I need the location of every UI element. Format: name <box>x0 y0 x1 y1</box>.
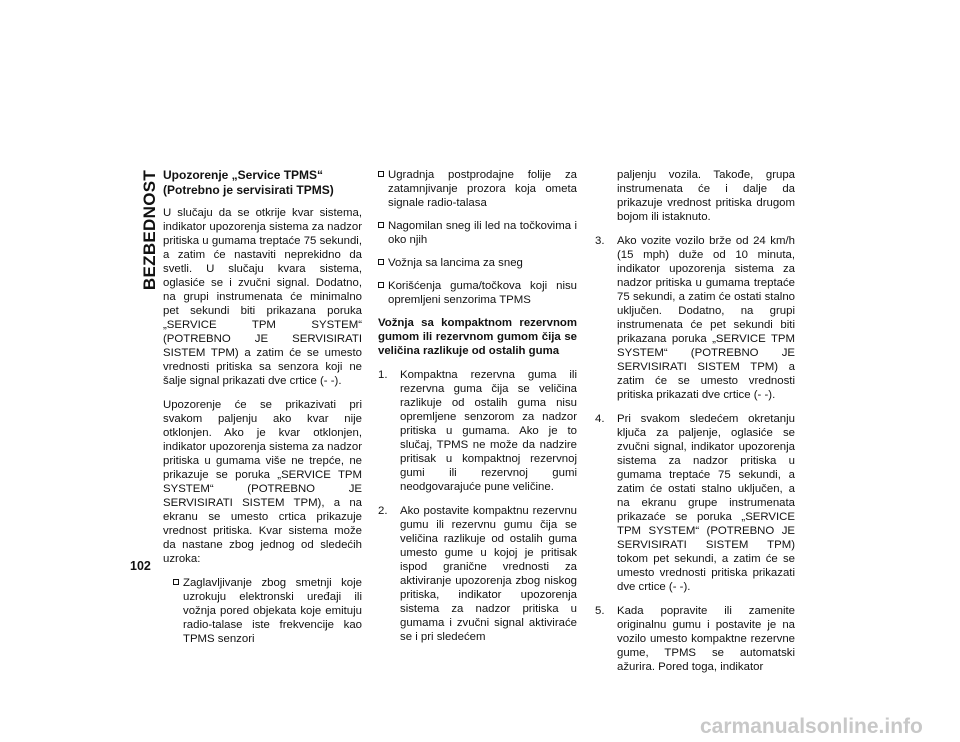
list-item <box>378 168 577 210</box>
numbered-item <box>378 368 577 494</box>
column-2 <box>378 168 577 654</box>
numbered-item <box>378 504 577 644</box>
list-item <box>378 279 577 307</box>
list-item <box>378 219 577 247</box>
watermark: carmanualsonline.info <box>700 715 923 738</box>
section-title: BEZBEDNOST <box>140 169 159 291</box>
list-item-text: Zaglavljivanje zbog smetnji koje uzrokuju elektronski uređaji ili vožnja pored objekata koje emituju radio-talase iste frekvencije kao TPMS senzori <box>183 577 362 645</box>
column-3 <box>595 168 795 684</box>
checkbox-bullet-icon <box>378 171 384 177</box>
list-item-text: Korišćenja guma/točkova koji nisu opremljeni senzorima TPMS <box>388 280 577 306</box>
list-item-text: Ugradnja postprodajne folije za zatamnjivanje prozora koja ometa signale radio-talasa <box>388 169 577 209</box>
item-text: Ako vozite vozilo brže od 24 km/h (15 mph) duže od 10 minuta, indikator upozorenja sistema za nadzor pritiska u gumama treptaće 75 sekundi, a zatim će ostati stalno uključen. Dodatno, na grupi instrumenata će pet sekundi biti prikazana poruka „SERVICE TPM SYSTEM“ (POTREBNO JE SERVISIRATI SISTEM TPM) a zatim će se umesto vrednosti pritiska prikazati dve crtice (- -). <box>617 235 795 401</box>
column-1 <box>163 168 362 655</box>
item-number: 4. <box>595 413 605 425</box>
item-text: Pri svakom sledećem okretanju ključa za paljenje, oglasiće se zvučni signal, indikator upozorenja sistema za nadzor pritiska u gumama treptaće 75 sekundi, a zatim će ostati stalno uključen, a na ekranu grupe instrumenata prikazaće se poruka „SERVICE TPM SYSTEM“ (POTREBNO JE SERVISIRATI SISTEM TPM) tokom pet sekundi, a zatim će se umesto vrednosti pritiska prikazati dve crtice (- -). <box>617 413 795 593</box>
list-item <box>378 256 577 270</box>
numbered-item <box>595 412 795 594</box>
continued-text: paljenju vozila. Takođe, grupa instrumenata će i dalje da prikazuje vrednost pritiska drugom bojom ili istaknuto. <box>617 169 795 223</box>
checkbox-bullet-icon <box>173 579 179 585</box>
checkbox-bullet-icon <box>378 282 384 288</box>
list-item-text: Vožnja sa lancima za sneg <box>388 257 523 269</box>
list-item <box>173 576 362 646</box>
item-text: Kompaktna rezervna guma ili rezervna guma čija se veličina razlikuje od ostalih guma nisu opremljene senzorom za nadzor pritiska u gumama. Ako je to slučaj, TPMS ne može da nadzire pritisak u kompaktnoj rezervnoj gumi ili rezervnoj gumi neodgovarajuće pune veličine. <box>400 369 577 493</box>
section-heading: Upozorenje „Service TPMS“ (Potrebno je servisirati TPMS) <box>163 168 334 197</box>
paragraph-1: U slučaju da se otkrije kvar sistema, indikator upozorenja sistema za nadzor pritiska u gumama treptaće 75 sekundi, a zatim će nastaviti neprekidno da svetli. U slučaju kvara sistema, oglasiće se i zvučni signal. Dodatno, na grupi instrumenata će minimalno pet sekundi biti prikazana poruka „SERVICE TPM SYSTEM“ (POTREBNO JE SERVISIRATI SISTEM TPM) a zatim će se umesto vrednosti pritiska sa senzora koji ne šalje signal prikazati dve crtice (- -). <box>163 207 362 387</box>
checkbox-bullet-icon <box>378 222 384 228</box>
numbered-item <box>595 234 795 402</box>
item-text: Kada popravite ili zamenite originalnu gumu i postavite je na vozilo umesto kompaktne rezervne gume, TPMS se automatski ažurira. Pored toga, indikator <box>617 605 795 673</box>
page-number: 102 <box>130 559 151 573</box>
paragraph-2: Upozorenje će se prikazivati pri svakom paljenju ako kvar nije otklonjen. Ako je kvar otklonjen, indikator upozorenja sistema za nadzor pritiska u gumama više ne trepće, ne prikazuje se poruka „SERVICE TPM SYSTEM“ (POTREBNO JE SERVISIRATI SISTEM TPM), a na ekranu se umesto crtica prikazuje vrednost pritiska. Kvar sistema može da nastane zbog jednog od sledećih uzroka: <box>163 399 362 565</box>
list-item-text: Nagomilan sneg ili led na točkovima i oko njih <box>388 220 577 246</box>
subsection-heading: Vožnja sa kompaktnom rezervnom gumom ili rezervnom gumom čija se veličina razlikuje od ostalih guma <box>378 317 577 357</box>
item-number: 1. <box>378 369 388 381</box>
item-number: 3. <box>595 235 605 247</box>
numbered-item <box>595 604 795 674</box>
item-number: 2. <box>378 505 388 517</box>
item-text: Ako postavite kompaktnu rezervnu gumu ili rezervnu gumu čija se veličina razlikuje od ostalih guma umesto gume u kojoj je pritisak ispod granične vrednosti za aktiviranje upozorenja zbog niskog pritiska, indikator upozorenja sistema za nadzor pritiska u gumama i zvučni signal aktiviraće se i pri sledećem <box>400 505 577 643</box>
checkbox-bullet-icon <box>378 259 384 265</box>
item-number: 5. <box>595 605 605 617</box>
